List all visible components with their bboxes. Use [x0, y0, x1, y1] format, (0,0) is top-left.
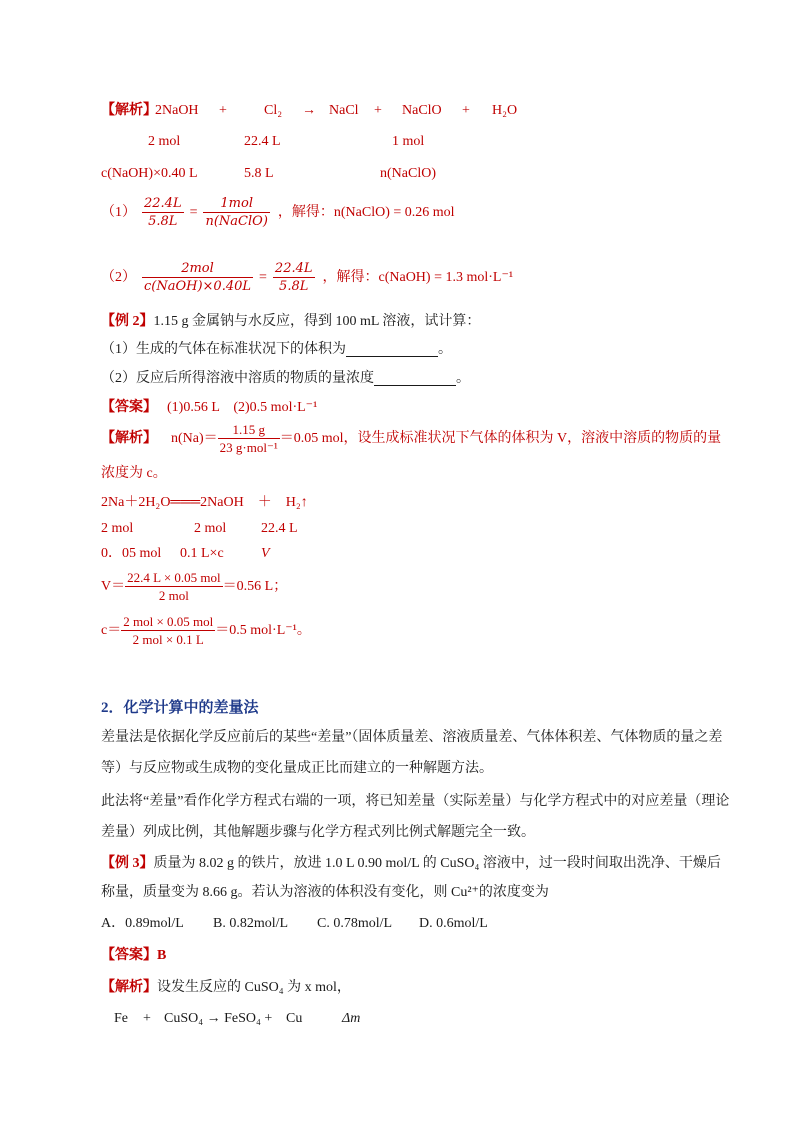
answer-text: B: [157, 948, 167, 963]
answer-tag: 【答案】: [101, 400, 157, 415]
example-tag: 【例 2】: [101, 314, 154, 329]
given-value: 0．05 mol: [101, 546, 162, 561]
eq-term: H₂O: [492, 103, 518, 118]
solve-label: ，解得：: [322, 269, 379, 285]
given-value: 5.8 L: [244, 166, 274, 181]
denominator: c(NaOH)×0.40L: [144, 279, 252, 294]
paragraph-line: 等）与反应物或生成物的变化量成正比而建立的一种解题方法。: [101, 761, 493, 776]
numerator: 1.15 g: [218, 423, 280, 439]
denominator: 23 g·mol⁻¹: [219, 440, 278, 455]
formula-lhs: V＝: [101, 578, 126, 594]
fraction: [142, 197, 184, 228]
step-2-equation: [101, 262, 513, 293]
example-3-analysis: [101, 981, 351, 995]
volume-formula: [101, 571, 287, 602]
example-tag: 【例 3】: [101, 856, 154, 871]
step-label: （2）: [101, 269, 136, 285]
analysis-text: 设发生反应的 CuSO₄ 为 x mol，: [157, 980, 351, 995]
given-value: V: [261, 546, 270, 561]
question-end: 。: [438, 342, 452, 357]
given-value: c(NaOH)×0.40 L: [101, 166, 198, 181]
numerator: 1mol: [203, 197, 269, 213]
paragraph-line: 此法将“差量”看作化学方程式右端的一项，将已知差量（实际差量）与化学方程式中的对应差量（理论: [101, 794, 730, 809]
result: n(NaClO) = 0.26 mol: [333, 204, 455, 220]
example-3-stem: [101, 857, 721, 871]
eq-term: Δm: [342, 1011, 361, 1026]
option-c[interactable]: C. 0.78mol/L: [317, 916, 393, 931]
answer-text: (1)0.56 L (2)0.5 mol·L⁻¹: [167, 400, 318, 415]
analysis-text: ＝0.05 mol，设生成标准状况下气体的体积为 V，溶液中溶质的物质的量: [279, 430, 722, 446]
fraction: [203, 197, 269, 228]
option-b[interactable]: B. 0.82mol/L: [213, 916, 289, 931]
formula-result: ＝0.5 mol·L⁻¹。: [215, 622, 311, 638]
eq-term: +: [374, 103, 382, 118]
mole-value: 1 mol: [392, 134, 425, 149]
eq-term: +: [462, 103, 470, 118]
eq-term: NaCl: [329, 103, 359, 118]
solve-label: ，解得：: [277, 204, 334, 220]
eq-term: Cu: [286, 1011, 303, 1026]
fraction: [218, 423, 280, 454]
numerator: 22.4L: [144, 196, 182, 211]
example-text: 称量，质量变为 8.66 g。若认为溶液的体积没有变化，则 Cu²⁺的浓度变为: [101, 885, 549, 900]
formula-lhs: c＝: [101, 622, 122, 638]
analysis-text: 浓度为 c。: [101, 466, 167, 481]
eq-term: →: [302, 103, 316, 118]
given-value: 0.1 L×c: [180, 546, 224, 561]
equals-sign: =: [189, 204, 198, 220]
eq-term: 2NaOH: [155, 103, 199, 118]
mole-value: 2 mol: [101, 521, 134, 536]
example-2-answer: [101, 401, 317, 415]
eq-term: +: [143, 1011, 151, 1026]
fraction: [125, 571, 223, 602]
formula-result: ＝0.56 L；: [222, 578, 288, 594]
step-1-equation: [101, 197, 455, 228]
equals-sign: =: [259, 269, 267, 285]
eq-term: +: [219, 103, 227, 118]
example-text: 质量为 8.02 g 的铁片，放进 1.0 L 0.90 mol/L 的 CuSO₄ 溶液中，过一段时间取出洗净、干燥后: [153, 856, 721, 871]
paragraph-line: 差量）列成比例，其他解题步骤与化学方程式列比例式解题完全一致。: [101, 825, 535, 840]
answer-tag: 【答案】: [101, 948, 157, 963]
answer-blank[interactable]: [374, 373, 456, 386]
eq-term: CuSO₄ → FeSO₄ +: [164, 1011, 273, 1026]
concentration-formula: [101, 615, 311, 646]
example-3-answer: [101, 949, 166, 963]
mole-value: 22.4 L: [261, 521, 298, 536]
denominator: 2 mol × 0.1 L: [132, 632, 204, 647]
numerator: 2 mol × 0.05 mol: [123, 614, 214, 629]
numerator: 22.4L: [274, 261, 313, 276]
eq-term: NaClO: [402, 103, 442, 118]
analysis-tag: 【解析】: [101, 103, 157, 118]
section-heading: 2．化学计算中的差量法: [101, 700, 259, 716]
analysis-tag: 【解析】: [101, 430, 157, 446]
question-text: （1）生成的气体在标准状况下的体积为: [101, 342, 346, 357]
fraction: [142, 262, 253, 293]
chemical-equation: 2Na＋2H₂O═══2NaOH ＋ H₂↑: [101, 495, 308, 510]
example-2-analysis: [101, 423, 721, 454]
eq-term: Cl₂: [264, 103, 283, 118]
mole-value: 22.4 L: [244, 134, 281, 149]
denominator: 5.8L: [148, 214, 178, 229]
paragraph-line: 差量法是依据化学反应前后的某些“差量”（固体质量差、溶液质量差、气体体积差、气体物质的量之差: [101, 730, 723, 745]
mole-value: 2 mol: [148, 134, 181, 149]
question-end: 。: [456, 371, 470, 386]
mole-value: 2 mol: [194, 521, 227, 536]
denominator: 5.8L: [279, 279, 309, 294]
step-label: （1）: [101, 204, 136, 220]
result: c(NaOH) = 1.3 mol·L⁻¹: [378, 269, 514, 285]
given-value: n(NaClO): [380, 166, 436, 181]
numerator: 2mol: [142, 262, 253, 278]
eq-term: Fe: [114, 1011, 128, 1026]
option-d[interactable]: D. 0.6mol/L: [419, 916, 488, 931]
fraction: [121, 615, 215, 646]
question-2: [101, 372, 470, 386]
mole-formula-lhs: n(Na)＝: [171, 430, 218, 446]
question-text: （2）反应后所得溶液中溶质的物质的量浓度: [101, 371, 374, 386]
denominator: 2 mol: [158, 588, 189, 603]
question-1: [101, 343, 452, 357]
fraction: [273, 262, 315, 293]
analysis-tag: 【解析】: [101, 980, 157, 995]
example-text: 1.15 g 金属钠与水反应，得到 100 mL 溶液，试计算：: [153, 314, 481, 329]
option-a[interactable]: A．0.89mol/L: [101, 916, 184, 931]
answer-blank[interactable]: [346, 344, 438, 357]
example-2-stem: [101, 315, 480, 329]
numerator: 22.4 L × 0.05 mol: [127, 570, 221, 585]
denominator: n(NaClO): [205, 214, 268, 229]
